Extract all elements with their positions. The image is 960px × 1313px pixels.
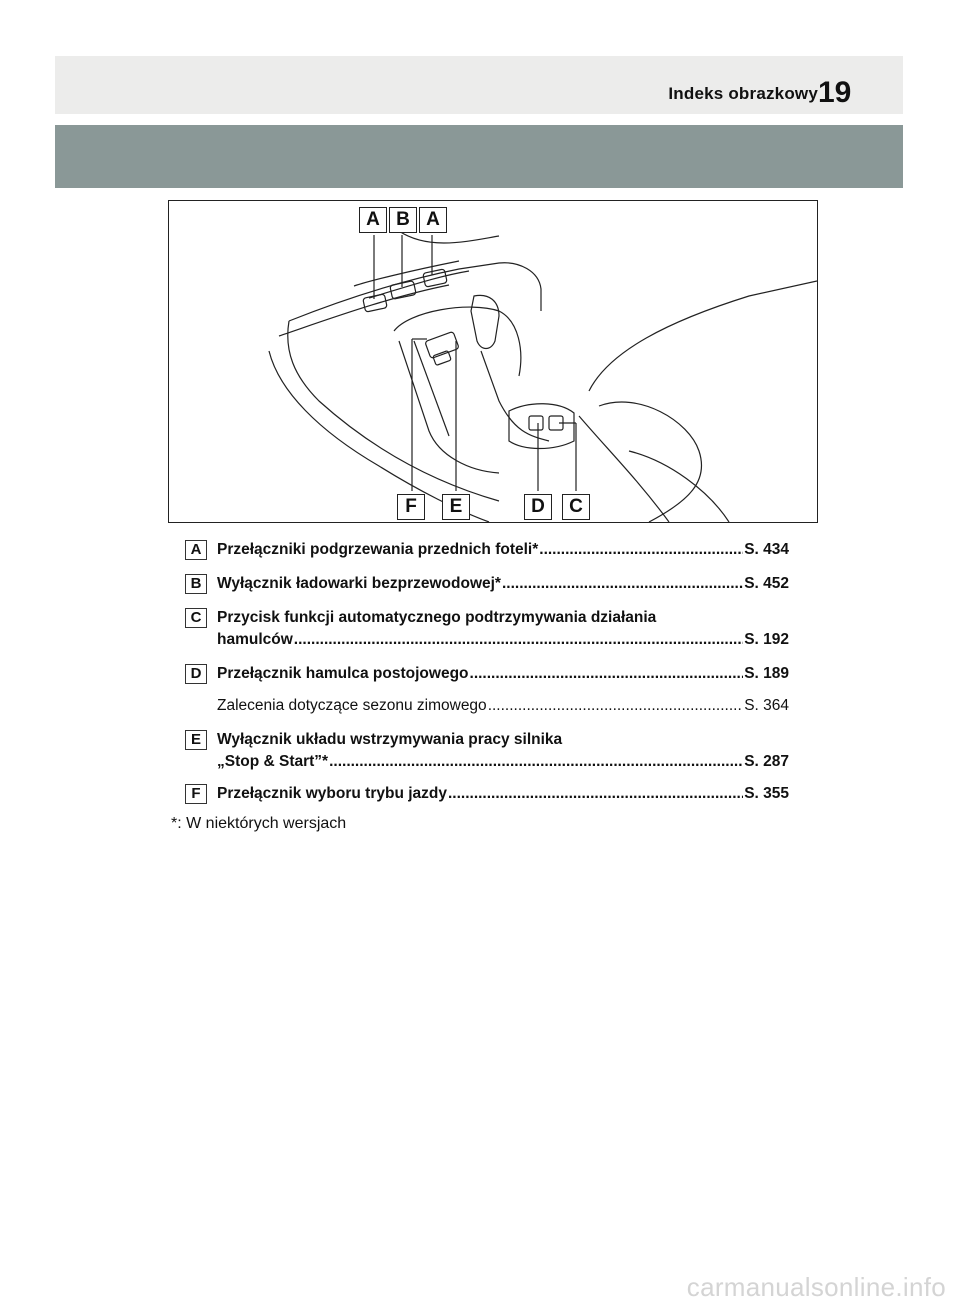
legend-subitem-winter: Zalecenia dotyczące sezonu zimowego ..... S. 364 [185,696,805,716]
callout-d: D [524,494,552,520]
legend-item-b: B Wyłącznik ładowarki bezprzewodowej* ..... S. 452 [185,574,805,594]
page-ref-a[interactable]: S. 434 [744,541,789,558]
badge-f: F [185,784,207,804]
callout-a-left: A [359,207,387,233]
callout-b: B [389,207,417,233]
callout-e: E [442,494,470,520]
page-ref-f[interactable]: S. 355 [744,785,789,802]
callout-f: F [397,494,425,520]
legend-item-d: D Przełącznik hamulca postojowego ..... S. 189 [185,664,805,684]
page-ref-winter[interactable]: S. 364 [744,697,789,714]
badge-e: E [185,730,207,750]
legend-item-e: E Wyłącznik układu wstrzymywania pracy silnika „Stop & Start”* ..... S. 287 [185,730,805,772]
badge-b: B [185,574,207,594]
page-ref-b[interactable]: S. 452 [744,575,789,592]
page-ref-e[interactable]: S. 287 [744,753,789,770]
badge-d: D [185,664,207,684]
badge-a: A [185,540,207,560]
callout-c: C [562,494,590,520]
console-illustration [168,200,818,523]
console-drawing [169,201,817,522]
section-title: Indeks obrazkowy [668,84,818,103]
legend-item-c: C Przycisk funkcji automatycznego podtrzymywania działania hamulców ..... S. 192 [185,608,805,650]
badge-c: C [185,608,207,628]
legend-item-f: F Przełącznik wyboru trybu jazdy ..... S. 355 [185,784,805,804]
page-ref-d[interactable]: S. 189 [744,665,789,682]
section-band [55,125,903,188]
footnote: *: W niektórych wersjach [171,815,347,832]
legend-item-a: A Przełączniki podgrzewania przednich foteli* ..... S. 434 [185,540,805,560]
page-ref-c[interactable]: S. 192 [744,631,789,648]
watermark: carmanualsonline.info [686,1272,946,1302]
callout-a-right: A [419,207,447,233]
page-number: 19 [818,76,852,109]
